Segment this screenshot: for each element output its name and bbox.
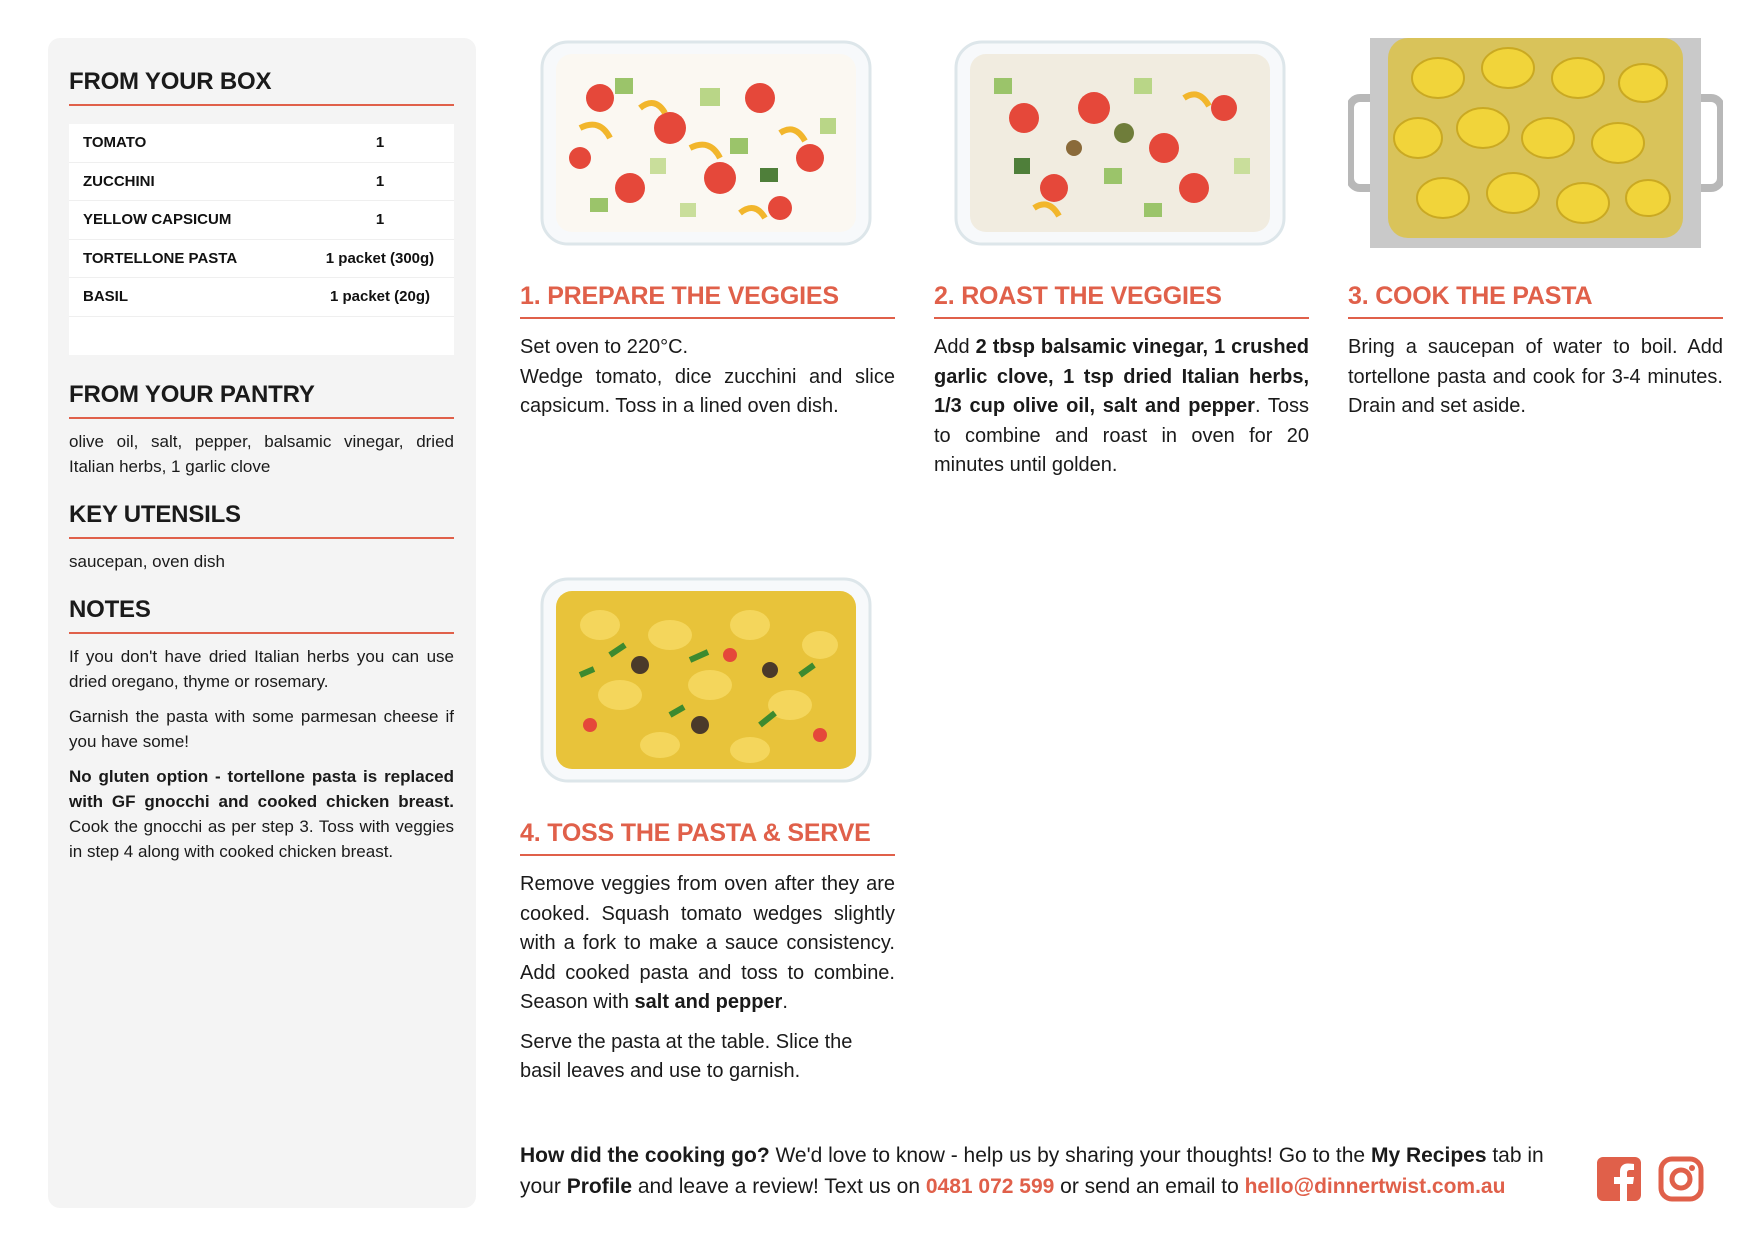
ingredient-name: ZUCCHINI [83, 172, 155, 190]
step-4-paragraph-2: Serve the pasta at the table. Slice the basil leaves and use to garnish. [520, 1030, 853, 1082]
step-4-post: . [782, 991, 788, 1013]
ingredient-qty: 1 [375, 134, 385, 152]
table-row [69, 163, 454, 202]
note-3 [69, 764, 454, 864]
sidebar [48, 38, 476, 1208]
ingredient-qty: 1 packet (20g) [329, 288, 431, 306]
pantry-text: olive oil, salt, pepper, balsamic vinegar, dried Italian herbs, 1 garlic clove [69, 431, 454, 476]
ingredient-qty: 1 [375, 211, 385, 229]
phone-link[interactable]: 0481 072 599 [925, 1175, 1055, 1198]
note-2: Garnish the pasta with some parmesan cheese if you have some! [69, 706, 454, 751]
ingredient-qty: 1 packet (300g) [325, 249, 435, 267]
step-3 [1348, 38, 1723, 422]
step-1-line-1: Set oven to 220°C. [520, 336, 689, 358]
step-2-text [934, 333, 1309, 481]
notes-section [69, 596, 454, 864]
ingredient-name: YELLOW CAPSICUM [83, 211, 232, 229]
tray-of-chopped-veggies-image [520, 38, 895, 248]
step-4-text [520, 870, 895, 1087]
footer-text-2: tab in your [520, 1144, 1544, 1198]
note-3-rest: Cook the gnocchi as per step 3. Toss with veggies in step 4 along with cooked chicken breast. [69, 816, 454, 861]
note-1: If you don't have dried Italian herbs you can use dried oregano, thyme or rosemary. [69, 646, 454, 691]
step-4-paragraph-1 [520, 870, 895, 1018]
step-2-title: 2. ROAST THE VEGGIES [934, 282, 1309, 319]
step-3-title: 3. COOK THE PASTA [1348, 282, 1723, 319]
from-your-pantry-heading: FROM YOUR PANTRY [69, 381, 454, 419]
footer-text-3: and leave a review! Text us on [632, 1175, 926, 1198]
step-4-bold: salt and pepper [634, 991, 783, 1013]
footer-profile[interactable]: Profile [566, 1175, 633, 1198]
step-4-pre: Remove veggies from oven after they are cooked. Squash tomato wedges slightly with a fork to make a sauce consistency. Add cooked pasta and toss to combine. Season with [520, 873, 895, 1013]
step-2-post: . Toss to combine and roast in oven for 20 minutes until golden. [934, 395, 1309, 476]
ingredients-table [69, 124, 454, 355]
pot-of-tortellone-image [1348, 38, 1723, 248]
facebook-icon[interactable] [1596, 1156, 1642, 1202]
step-2-pre: Add [934, 336, 976, 358]
footer-question: How did the cooking go? [520, 1144, 770, 1167]
ingredient-name: TORTELLONE PASTA [83, 249, 238, 267]
step-4 [520, 575, 895, 1087]
step-1 [520, 38, 895, 422]
feedback-footer [520, 1140, 1590, 1202]
notes-heading: NOTES [69, 596, 454, 634]
step-1-text [520, 333, 895, 422]
pantry-section [69, 381, 454, 479]
table-row [69, 240, 454, 279]
step-3-text: Bring a saucepan of water to boil. Add tortellone pasta and cook for 3-4 minutes. Drain and set aside. [1348, 336, 1723, 417]
ingredient-qty: 1 [375, 172, 385, 190]
email-link[interactable]: hello@dinnertwist.com.au [1244, 1175, 1506, 1198]
table-row [69, 201, 454, 240]
ingredient-name: TOMATO [83, 134, 147, 152]
dish-of-pasta-and-veggies-image [520, 575, 895, 785]
footer-text-1: We'd love to know - help us by sharing your thoughts! Go to the [769, 1144, 1371, 1167]
step-4-title: 4. TOSS THE PASTA & SERVE [520, 819, 895, 856]
step-1-title: 1. PREPARE THE VEGGIES [520, 282, 895, 319]
step-2 [934, 38, 1309, 481]
step-2-bold: 2 tbsp balsamic vinegar, 1 crushed garlic clove, 1 tsp dried Italian herbs, 1/3 cup olive oil, salt and pepper [934, 336, 1309, 417]
utensils-section [69, 501, 454, 574]
utensils-text: saucepan, oven dish [69, 551, 225, 571]
step-2-paragraph [934, 333, 1309, 481]
note-3-bold: No gluten option - tortellone pasta is replaced with GF gnocchi and cooked chicken breast. [69, 766, 454, 811]
table-row [69, 278, 454, 317]
key-utensils-heading: KEY UTENSILS [69, 501, 454, 539]
ingredient-name: BASIL [83, 288, 128, 306]
tray-of-seasoned-veggies-image [934, 38, 1309, 248]
notes-text [69, 644, 454, 864]
footer-my-recipes[interactable]: My Recipes [1370, 1144, 1487, 1167]
footer-text-4: or send an email to [1054, 1175, 1245, 1198]
table-row [69, 124, 454, 163]
step-1-line-2: Wedge tomato, dice zucchini and slice capsicum. Toss in a lined oven dish. [520, 365, 895, 417]
instagram-icon[interactable] [1658, 1156, 1704, 1202]
from-your-box-heading: FROM YOUR BOX [69, 68, 454, 106]
